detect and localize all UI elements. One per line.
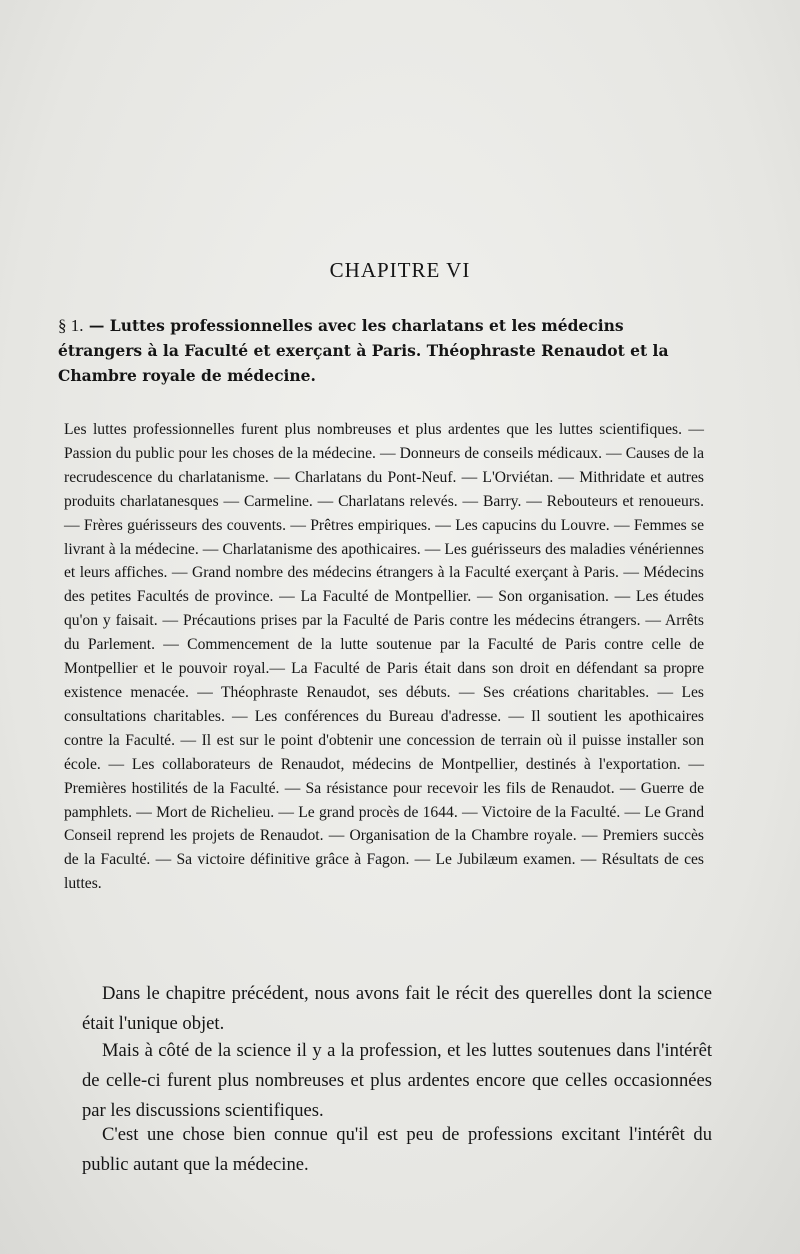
body-paragraph-2: Mais à côté de la science il y a la profession, et les luttes soutenues dans l'intérêt de celle-ci furent plus nombreuses et plus ardentes encore que celles occasionnées par les discussions scientifiques. — [82, 1039, 712, 1121]
section-number: § 1. — [58, 316, 84, 335]
body-paragraph-1: Dans le chapitre précédent, nous avons fait le récit des querelles dont la science était l'unique objet. — [82, 982, 712, 1034]
chapter-title: CHAPITRE VI — [329, 258, 471, 283]
chapter-summary: Les luttes professionnelles furent plus nombreuses et plus ardentes que les luttes scientifiques. — Passion du public pour les choses de la médecine. — Donneurs de conseils médicaux. — Causes de la recrudescence du charlatanisme. — Charlatans du Pont-Neuf. — L'Orviétan. — Mithridate et autres produits charlatanesques — Carmeline. — Charlatans relevés. — Barry. — Rebouteurs et renoueurs. — Frères guérisseurs des couvents. — Prêtres empiriques. — Les capucins du Louvre. — Femmes se livrant à la médecine. — Charlatanisme des apothicaires. — Les guérisseurs des maladies vénériennes et leurs affiches. — Grand nombre des médecins étrangers à la Faculté exerçant à Paris. — Médecins des petites Facultés de province. — La Faculté de Montpellier. — Son organisation. — Les études qu'on y faisait. — Précautions prises par la Faculté de Paris contre les médecins étrangers. — Arrêts du Parlement. — Commencement de la lutte soutenue par la Faculté de Paris contre celle de Montpellier et le pouvoir royal.— La Faculté de Paris était dans son droit en défendant sa propre existence menacée. — Théophraste Renaudot, ses débuts. — Ses créations charitables. — Les consultations charitables. — Les conférences du Bureau d'adresse. — Il soutient les apothicaires contre la Faculté. — Il est sur le point d'obtenir une concession de terrain où il puisse installer son école. — Les collaborateurs de Renaudot, médecins de Montpellier, destinés à l'exportation. — Premières hostilités de la Faculté. — Sa résistance pour recevoir les fils de Renaudot. — Guerre de pamphlets. — Mort de Richelieu. — Le grand procès de 1644. — Victoire de la Faculté. — Le Grand Conseil reprend les projets de Renaudot. — Organisation de la Chambre royale. — Premiers succès de la Faculté. — Sa victoire définitive grâce à Fagon. — Le Jubilæum examen. — Résultats de ces luttes. — [64, 421, 704, 893]
section-heading-text: — Luttes professionnelles avec les charlatans et les médecins étrangers à la Faculté et exerçant à Paris. Théophraste Renaudot et la Chambre royale de médecine. — [58, 316, 669, 385]
section-heading — [58, 313, 704, 388]
body-paragraph-3: C'est une chose bien connue qu'il est peu de professions excitant l'intérêt du public autant que la médecine. — [82, 1123, 712, 1175]
